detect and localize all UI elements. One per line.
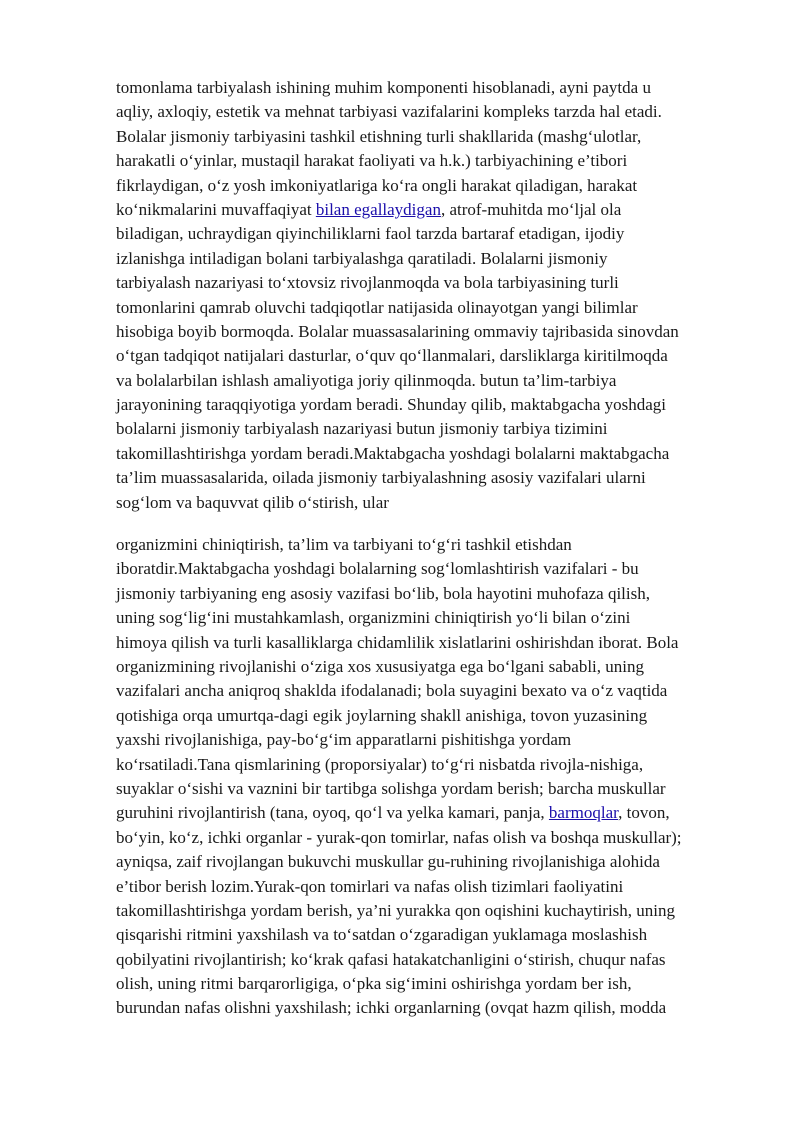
- text-line: [116, 198, 746, 222]
- text-line: [116, 948, 746, 972]
- text-line: [116, 344, 746, 368]
- text-line: [116, 271, 746, 295]
- inline-link[interactable]: bilan egallaydigan: [315, 199, 441, 219]
- text-line: [116, 777, 746, 801]
- text-line: [116, 704, 746, 728]
- text-line: [116, 533, 746, 557]
- text-line: [116, 174, 746, 198]
- inline-link[interactable]: barmoqlar: [548, 803, 619, 823]
- text-segment: Bolalar jismoniy tarbiyasini tashkil etishning turli shakllarida (mashg‘ulotlar,: [116, 126, 642, 146]
- text-segment: ko‘rsatiladi.Tana qismlarining (proporsiyalar) to‘g‘ri nisbatda rivojla-nishiga,: [116, 754, 644, 774]
- text-line: [116, 679, 746, 703]
- text-line: [116, 417, 746, 441]
- text-line: [116, 801, 746, 825]
- text-segment: himoya qilish va turli kasalliklarga chidamlilik xislatlarini oshirishdan iborat. Bola: [116, 632, 679, 652]
- text-line: [116, 76, 746, 100]
- text-segment: vazifalari ancha aniqroq shaklda ifodalanadi; bola suyagini bexato va o‘z vaqtida: [116, 681, 668, 701]
- text-segment: tomonlarini qamrab oluvchi tadqiqotlar natijasida olinayotgan yangi bilimlar: [116, 297, 638, 317]
- paragraph-1: [116, 76, 746, 515]
- text-segment: bo‘yin, ko‘z, ichki organlar - yurak-qon tomirlar, nafas olish va boshqa muskullar);: [116, 827, 682, 847]
- text-line: [116, 996, 746, 1020]
- text-segment: ta’lim muassasalarida, oilada jismoniy tarbiyalashning asosiy vazifalari ularni: [116, 468, 646, 488]
- text-segment: va bolalarbilan ishlash amaliyotiga joriy qilinmoqda. butun ta’lim-tarbiya: [116, 370, 617, 390]
- text-segment: bolalarni jismoniy tarbiyalash nazariyasi butun jismoniy tarbiya tizimini: [116, 419, 608, 439]
- text-line: [116, 728, 746, 752]
- text-line: [116, 557, 746, 581]
- text-segment: fikrlaydigan, o‘z yosh imkoniyatlariga ko‘ra ongli harakat qiladigan, harakat: [116, 175, 638, 195]
- text-segment: sog‘lom va baquvvat qilib o‘stirish, ular: [116, 492, 389, 512]
- text-segment: qisqarishi ritmini yaxshilash va to‘satdan o‘zgaradigan yuklamaga moslashish: [116, 925, 648, 945]
- text-line: [116, 582, 746, 606]
- text-line: [116, 442, 746, 466]
- text-segment: burundan nafas olishni yaxshilash; ichki organlarning (ovqat hazm qilish, modda: [116, 998, 667, 1018]
- text-line: [116, 369, 746, 393]
- text-segment: uning sog‘lig‘ini mustahkamlash, organizmini chiniqtirish yo‘li bilan o‘zini: [116, 608, 631, 628]
- text-segment: ayniqsa, zaif rivojlangan bukuvchi muskullar gu-ruhining rivojlanishiga alohida: [116, 852, 660, 872]
- text-segment: tomonlama tarbiyalash ishining muhim komponenti hisoblanadi, ayni paytda u: [116, 78, 651, 97]
- text-line: [116, 296, 746, 320]
- text-line: [116, 466, 746, 490]
- text-line: [116, 655, 746, 679]
- text-segment: organizmining rivojlanishi o‘ziga xos xususiyatga ega bo‘lgani sababli, uning: [116, 656, 645, 676]
- text-line: [116, 222, 746, 246]
- text-segment: takomillashtirishga yordam berish, ya’ni yurakka qon oqishini kuchaytirish, uning: [116, 900, 676, 920]
- text-segment: e’tibor berish lozim.Yurak-qon tomirlari va nafas olish tizimlari faoliyatini: [116, 876, 624, 896]
- text-segment: tarbiyalash nazariyasi to‘xtovsiz rivojlanmoqda va bola tarbiyasining turli: [116, 273, 619, 293]
- paragraph-2: [116, 533, 746, 1021]
- text-segment: jismoniy tarbiyaning eng asosiy vazifasi bo‘lib, bola hayotini muhofaza qilish,: [116, 583, 650, 603]
- text-segment: suyaklar o‘sishi va vaznini bir tartibga solishga yordam berish; barcha muskullar: [116, 778, 666, 798]
- text-line: [116, 753, 746, 777]
- text-segment: ko‘nikmalarini muvaffaqiyat: [116, 199, 316, 219]
- text-line: [116, 125, 746, 149]
- document-page: [116, 76, 746, 1021]
- text-segment: izlanishga intiladigan bolani tarbiyalashga qaratiladi. Bolalarni jismoniy: [116, 248, 608, 268]
- text-line: [116, 631, 746, 655]
- text-line: [116, 606, 746, 630]
- text-line: [116, 393, 746, 417]
- text-segment: harakatli o‘yinlar, mustaqil harakat faoliyati va h.k.) tarbiyachining e’tibori: [116, 151, 628, 171]
- text-line: [116, 491, 746, 515]
- text-segment: hisobiga boyib bormoqda. Bolalar muassasalarining ommaviy tajribasida sinovdan: [116, 321, 679, 341]
- text-line: [116, 850, 746, 874]
- text-segment: iboratdir.Maktabgacha yoshdagi bolalarning sog‘lomlashtirish vazifalari - bu: [116, 559, 639, 579]
- text-line: [116, 972, 746, 996]
- text-segment: takomillashtirishga yordam beradi.Maktabgacha yoshdagi bolalarni maktabgacha: [116, 443, 670, 463]
- text-line: [116, 100, 746, 124]
- text-line: [116, 320, 746, 344]
- text-line: [116, 247, 746, 271]
- text-segment: qobilyatini rivojlantirish; ko‘krak qafasi hatakatchanligini o‘stirish, chuqur nafas: [116, 949, 666, 969]
- text-segment: , tovon,: [618, 803, 670, 823]
- text-line: [116, 923, 746, 947]
- text-segment: o‘tgan tadqiqot natijalari dasturlar, o‘quv qo‘llanmalari, darsliklarga kiritilmoqda: [116, 346, 668, 366]
- text-line: [116, 826, 746, 850]
- text-segment: guruhini rivojlantirish (tana, oyoq, qo‘l va yelka kamari, panja,: [116, 803, 549, 823]
- text-line: [116, 899, 746, 923]
- text-segment: , atrof-muhitda mo‘ljal ola: [440, 199, 622, 219]
- text-segment: qotishiga orqa umurtqa-dagi egik joylarning shakll anishiga, tovon yuzasining: [116, 705, 648, 725]
- text-segment: yaxshi rivojlanishiga, pay-bo‘g‘im apparatlarni pishitishga yordam: [116, 730, 572, 750]
- text-segment: aqliy, axloqiy, estetik va mehnat tarbiyasi vazifalarini kompleks tarzda hal etadi.: [116, 102, 662, 122]
- text-segment: jarayonining taraqqiyotiga yordam beradi. Shunday qilib, maktabgacha yoshdagi: [116, 395, 666, 415]
- text-segment: biladigan, uchraydigan qiyinchiliklarni faol tarzda bartaraf etadigan, ijodiy: [116, 224, 625, 244]
- text-line: [116, 875, 746, 899]
- text-line: [116, 149, 746, 173]
- text-segment: organizmini chiniqtirish, ta’lim va tarbiyani to‘g‘ri tashkil etishdan: [116, 535, 572, 555]
- text-segment: olish, uning ritmi barqarorligiga, o‘pka sig‘imini oshirishga yordam ber ish,: [116, 974, 632, 994]
